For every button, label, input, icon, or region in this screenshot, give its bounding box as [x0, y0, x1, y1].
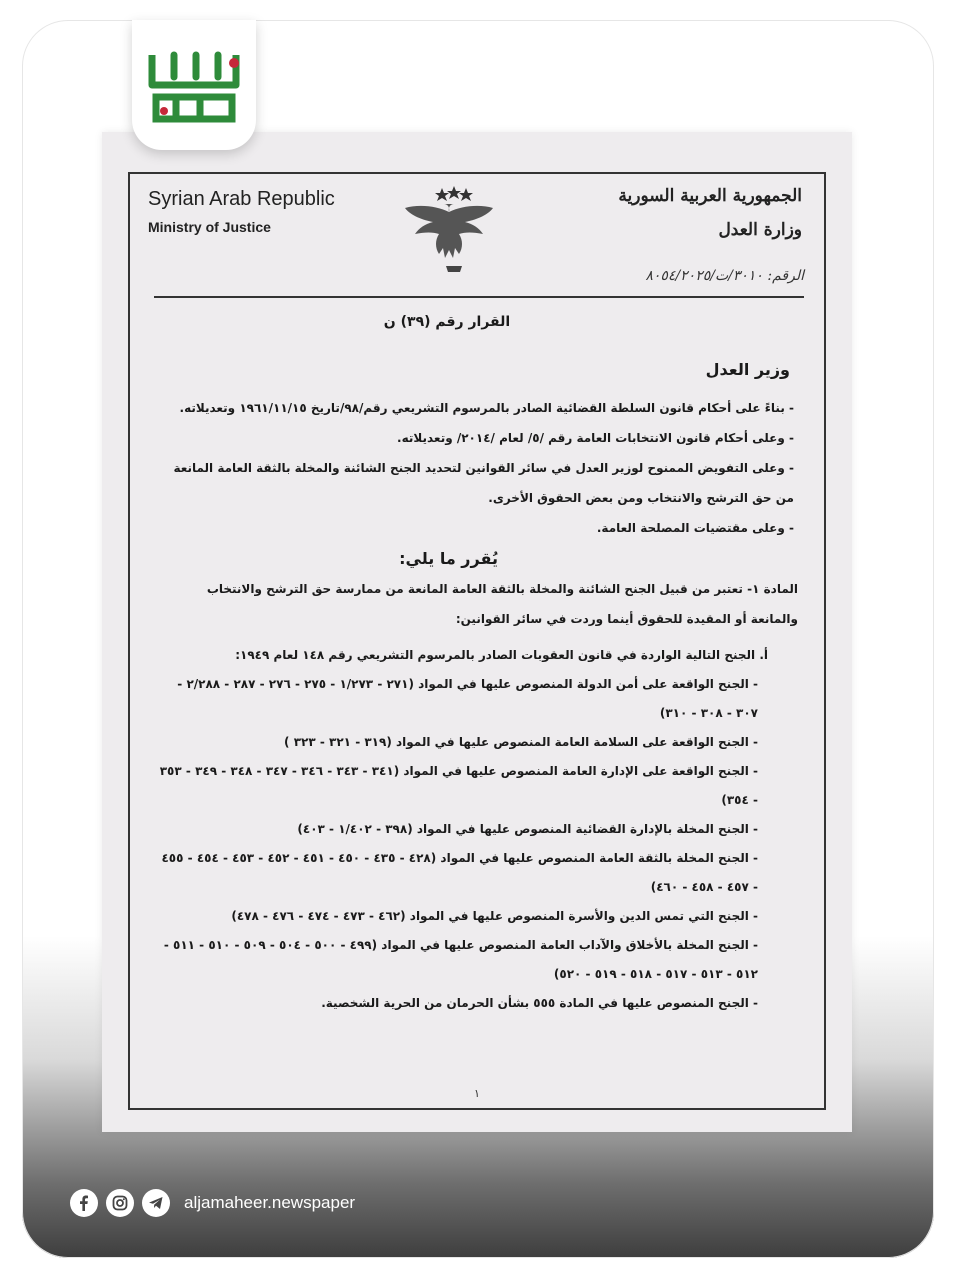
section-a: أ. الجنح التالية الواردة في قانون العقوبات الصادر بالمرسوم التشريعي رقم ١٤٨ لعام ١٩٤٩: — [235, 648, 768, 662]
preamble-list — [156, 393, 798, 543]
offense-item: - الجنح المخلة بالإدارة القضائية المنصوص عليها في المواد (٣٩٨ - ١/٤٠٢ - ٤٠٣) — [297, 822, 758, 836]
offense-item: - الجنح المخلة بالثقة العامة المنصوص عليها في المواد (٤٢٨ - ٤٣٥ - ٤٥٠ - ٤٥١ - ٤٥٢ - ٤٥٣ - ٤٥٤ - ٤٥٥ - ٤٥٧ - ٤٥٨ - ٤٦٠) — [161, 851, 758, 894]
page-number: ١ — [474, 1087, 480, 1100]
header-ministry-ar: وزارة العدل — [718, 220, 802, 240]
reference-number: الرقم: ٣٠١٠/ت/٨٠٥٤/٢٠٢٥ — [645, 268, 804, 284]
header-country-en: Syrian Arab Republic — [148, 188, 335, 210]
preamble-item: - وعلى أحكام قانون الانتخابات العامة رقم /٥/ لعام /٢٠١٤/ وتعديلاته. — [397, 431, 794, 445]
header-divider — [154, 296, 804, 298]
article-1: المادة ١- تعتبر من قبيل الجنح الشائنة والمخلة بالثقة العامة المانعة من ممارسة حق الترشح والانتخاب والمانعة أو المقيدة للحقوق أينما وردت في سائر القوانين: — [206, 582, 798, 626]
offense-item: - الجنح التي تمس الدين والأسرة المنصوص عليها في المواد (٤٦٢ - ٤٧٣ - ٤٧٤ - ٤٧٦ - ٤٧٨) — [231, 909, 758, 923]
header-country-ar: الجمهورية العربية السورية — [618, 186, 802, 206]
scanned-document — [102, 132, 852, 1132]
minister-heading: وزير العدل — [705, 360, 790, 379]
header-ministry-en: Ministry of Justice — [148, 219, 271, 235]
preamble-item: - وعلى مقتضيات المصلحة العامة. — [596, 521, 794, 535]
header-english — [148, 188, 335, 235]
telegram-icon[interactable] — [142, 1189, 170, 1217]
syrian-eagle-emblem-icon — [402, 184, 506, 274]
header-arabic — [618, 186, 802, 240]
social-handle[interactable]: aljamaheer.newspaper — [184, 1193, 356, 1212]
brand-logo — [132, 20, 256, 150]
offenses-list — [156, 670, 758, 1018]
facebook-icon[interactable] — [70, 1189, 98, 1217]
social-footer — [70, 1188, 355, 1218]
offense-item: - الجنح الواقعة على أمن الدولة المنصوص عليها في المواد (٢٧١ - ١/٢٧٣ - ٢٧٥ - ٢٧٦ - ٢٨٧ - ٢/٢٨٨ - ٣٠٧ - ٣٠٨ - ٣١٠) — [177, 677, 758, 720]
offense-item: - الجنح المخلة بالأخلاق والآداب العامة المنصوص عليها في المواد (٤٩٩ - ٥٠٠ - ٥٠٤ - ٥٠٩ - ٥١٠ - ٥١١ - ٥١٢ - ٥١٣ - ٥١٧ - ٥١٨ - ٥١٩ - ٥٢٠) — [163, 938, 758, 981]
decides-heading: يُقرر ما يلي: — [399, 549, 498, 568]
offense-item: - الجنح الواقعة على السلامة العامة المنصوص عليها في المواد (٣١٩ - ٣٢١ - ٣٢٣ ) — [284, 735, 758, 749]
offense-item: - الجنح الواقعة على الإدارة العامة المنصوص عليها في المواد (٣٤١ - ٣٤٣ - ٣٤٦ - ٣٤٧ - ٣٤٨ - ٣٤٩ - ٣٥٣ - ٣٥٤) — [159, 764, 758, 807]
decision-title: القرار رقم (٣٩) ن — [383, 314, 511, 330]
aljamaheer-logo-icon — [142, 45, 246, 125]
preamble-item: - بناءً على أحكام قانون السلطة القضائية الصادر بالمرسوم التشريعي رقم/٩٨/تاريخ ١٩٦١/١١/١٥ وتعديلاته. — [179, 401, 794, 415]
document-frame — [128, 172, 826, 1110]
offense-item: - الجنح المنصوص عليها في المادة ٥٥٥ بشأن الحرمان من الحرية الشخصية. — [321, 996, 758, 1010]
document-body — [156, 314, 798, 1018]
instagram-icon[interactable] — [106, 1189, 134, 1217]
preamble-item: - وعلى التفويض الممنوح لوزير العدل في سائر القوانين لتحديد الجنح الشائنة والمخلة بالثقة العامة المانعة من حق الترشح والانتخاب ومن بعض الحقوق الأخرى. — [173, 461, 794, 505]
